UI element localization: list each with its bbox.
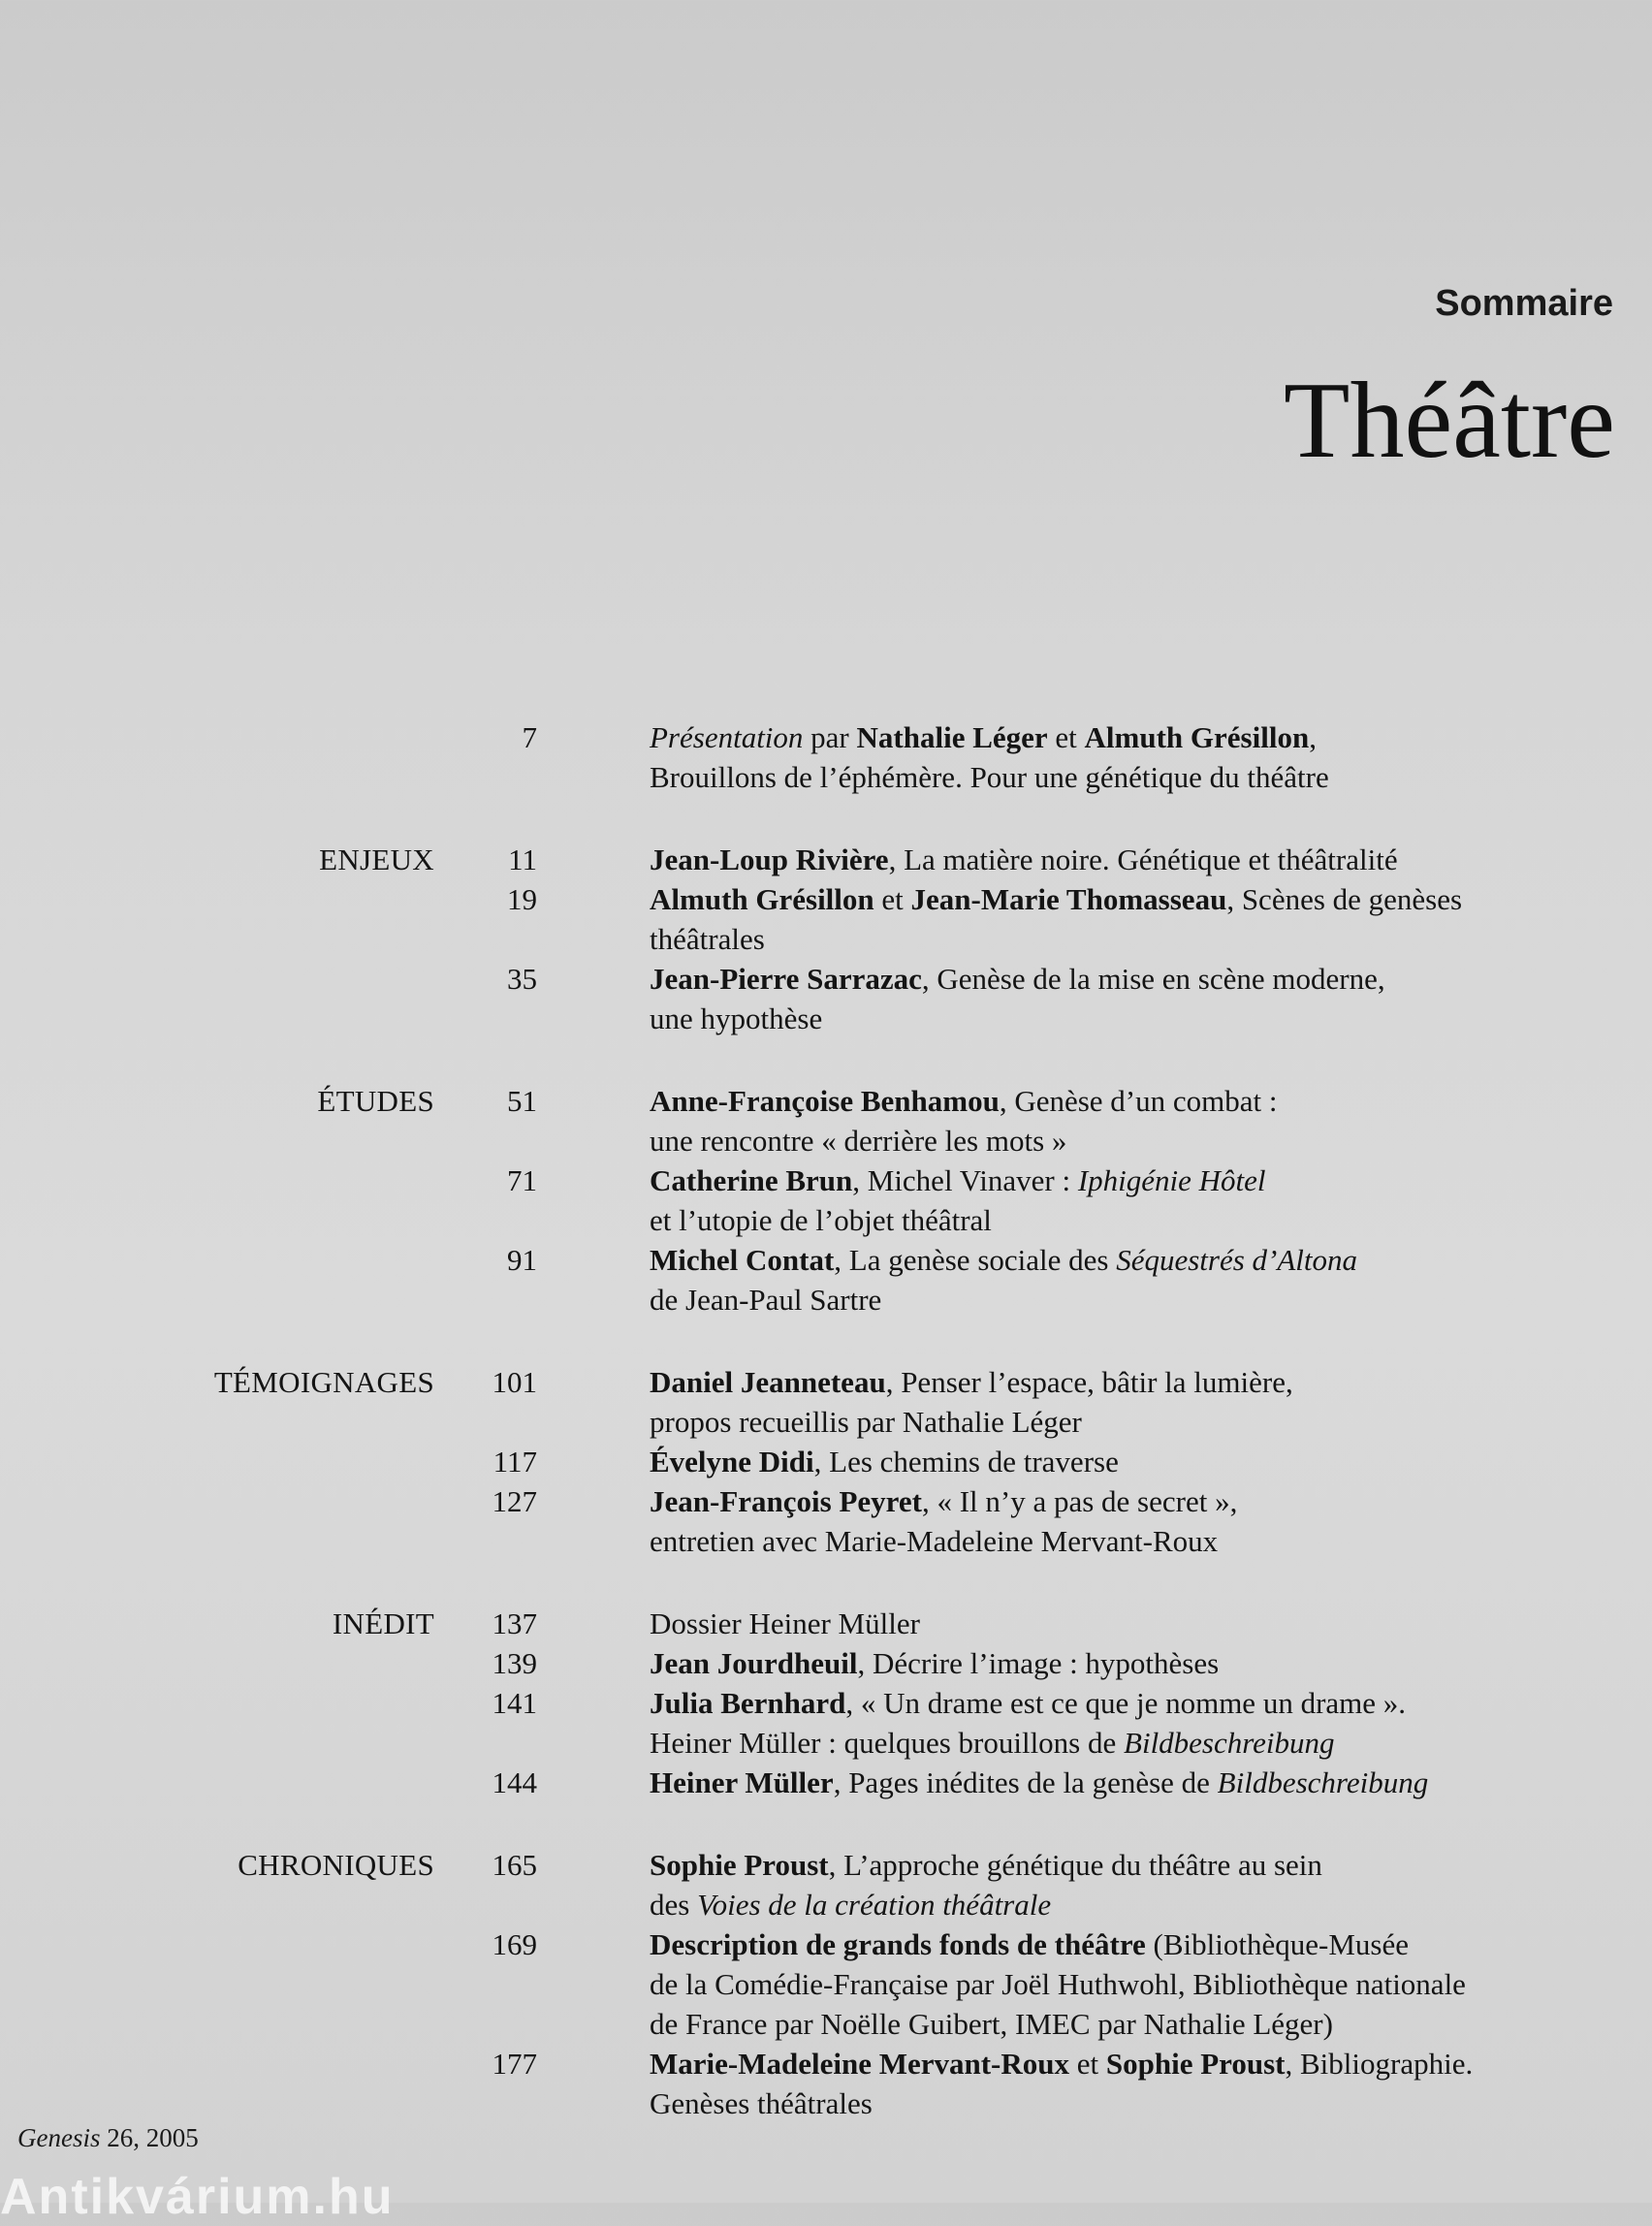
journal-footer [17, 2123, 199, 2153]
entry-line [650, 1604, 1619, 1643]
sommaire-label: Sommaire [1435, 283, 1613, 324]
section-label: ENJEUX [319, 843, 434, 876]
entry-line [650, 1683, 1619, 1723]
page-number: 91 [507, 1243, 537, 1277]
page-number: 7 [522, 720, 537, 754]
author-name: Heiner Müller [650, 1765, 834, 1799]
italic-title: Bildbeschreibung [1124, 1726, 1335, 1760]
toc-entry[interactable] [0, 879, 1652, 959]
page-number: 177 [492, 2047, 537, 2081]
toc-entry[interactable] [0, 1161, 1652, 1240]
entry-segment: Heiner Müller : quelques brouillons de [650, 1726, 1125, 1760]
entry-segment: de la Comédie-Française par Joël Huthwohl, Bibliothèque nationale [650, 1967, 1466, 2001]
entry-text [650, 959, 1619, 1038]
toc-entry[interactable] [0, 1924, 1652, 2044]
table-of-contents [0, 675, 1652, 2123]
toc-entry[interactable] [0, 1081, 1652, 1161]
page-number: 141 [492, 1686, 537, 1720]
toc-entry[interactable] [0, 959, 1652, 1038]
entry-segment: , La genèse sociale des [834, 1243, 1117, 1277]
page-number: 35 [507, 962, 537, 996]
section-label: INÉDIT [332, 1606, 434, 1640]
author-name: Jean-Loup Rivière [650, 843, 889, 876]
entry-segment: , « Il n’y a pas de secret », [921, 1484, 1238, 1518]
toc-entry[interactable] [0, 1481, 1652, 1561]
author-name: Almuth Grésillon [650, 882, 874, 916]
toc-section [0, 1604, 1652, 1802]
entry-text [650, 1481, 1619, 1561]
entry-line [650, 1643, 1619, 1683]
entry-segment: de Jean-Paul Sartre [650, 1283, 882, 1317]
entry-line [650, 2083, 1619, 2123]
page-number: 117 [492, 1445, 537, 1479]
entry-segment: et l’utopie de l’objet théâtral [650, 1203, 992, 1237]
italic-title: Iphigénie Hôtel [1077, 1163, 1266, 1197]
italic-title: Bildbeschreibung [1217, 1765, 1429, 1799]
author-name: Sophie Proust [1105, 2047, 1286, 2081]
entry-segment: entretien avec Marie-Madeleine Mervant-Roux [650, 1524, 1219, 1558]
author-name: Sophie Proust [650, 1848, 829, 1882]
entry-segment: (Bibliothèque-Musée [1145, 1927, 1409, 1961]
page-number: 165 [492, 1848, 537, 1882]
author-name: Jean-François Peyret [650, 1484, 922, 1518]
entry-line [650, 999, 1619, 1038]
entry-line [650, 1402, 1619, 1442]
toc-entry[interactable] [0, 1362, 1652, 1442]
toc-section [0, 717, 1652, 797]
entry-line [650, 1845, 1619, 1885]
entry-text [650, 1362, 1619, 1442]
entry-line [650, 1481, 1619, 1521]
entry-segment: , L’approche génétique du théâtre au sein [828, 1848, 1322, 1882]
italic-title: Présentation [650, 720, 804, 754]
entry-segment: , Penser l’espace, bâtir la lumière, [885, 1365, 1293, 1399]
entry-line [650, 1723, 1619, 1763]
author-name: Daniel Jeanneteau [650, 1365, 886, 1399]
entry-line [650, 1763, 1619, 1802]
page-number: 51 [507, 1084, 537, 1118]
entry-segment: et [874, 882, 911, 916]
entry-text [650, 2044, 1619, 2123]
toc-entry[interactable] [0, 1442, 1652, 1481]
entry-line [650, 1362, 1619, 1402]
entry-line [650, 840, 1619, 879]
author-name: Jean-Pierre Sarrazac [650, 962, 922, 996]
entry-line [650, 1924, 1619, 1964]
author-name: Description de grands fonds de théâtre [650, 1927, 1146, 1961]
entry-line [650, 1161, 1619, 1200]
entry-line [650, 1240, 1619, 1280]
page-number: 127 [492, 1484, 537, 1518]
toc-section [0, 1362, 1652, 1561]
toc-section [0, 1081, 1652, 1320]
page-number: 101 [492, 1365, 537, 1399]
entry-line [650, 1081, 1619, 1121]
page-number: 11 [508, 843, 537, 876]
entry-segment: , La matière noire. Génétique et théâtralité [888, 843, 1398, 876]
page-number: 71 [507, 1163, 537, 1197]
author-name: Julia Bernhard [650, 1686, 846, 1720]
page-number: 137 [492, 1606, 537, 1640]
author-name: Jean-Marie Thomasseau [910, 882, 1227, 916]
entry-segment: Brouillons de l’éphémère. Pour une génétique du théâtre [650, 760, 1329, 794]
author-name: Nathalie Léger [856, 720, 1048, 754]
author-name: Almuth Grésillon [1084, 720, 1310, 754]
entry-segment: , Genèse d’un combat : [999, 1084, 1278, 1118]
author-name: Évelyne Didi [650, 1445, 814, 1479]
entry-segment: , Michel Vinaver : [852, 1163, 1078, 1197]
journal-name: Genesis [17, 2123, 101, 2152]
entry-segment: théâtrales [650, 922, 765, 956]
entry-line [650, 1964, 1619, 2004]
italic-title: Voies de la création théâtrale [697, 1888, 1052, 1922]
entry-line [650, 959, 1619, 999]
entry-segment: , Bibliographie. [1285, 2047, 1474, 2081]
entry-text [650, 879, 1619, 959]
author-name: Michel Contat [650, 1243, 835, 1277]
entry-text [650, 1924, 1619, 2044]
entry-segment: Genèses théâtrales [650, 2086, 873, 2120]
entry-text [650, 1763, 1619, 1802]
entry-line [650, 1442, 1619, 1481]
entry-line [650, 879, 1619, 919]
entry-text [650, 1604, 1619, 1643]
entry-text [650, 1081, 1619, 1161]
toc-entry[interactable] [0, 1683, 1652, 1763]
entry-text [650, 840, 1619, 879]
entry-segment: , Genèse de la mise en scène moderne, [921, 962, 1385, 996]
entry-line [650, 1521, 1619, 1561]
entry-text [650, 717, 1619, 797]
entry-segment: propos recueillis par Nathalie Léger [650, 1405, 1082, 1439]
entry-text [650, 1683, 1619, 1763]
entry-segment: et [1047, 720, 1085, 754]
page-number: 169 [492, 1927, 537, 1961]
entry-segment: , Scènes de genèses [1226, 882, 1463, 916]
entry-segment: , Décrire l’image : hypothèses [857, 1646, 1220, 1680]
toc-entry[interactable] [0, 1845, 1652, 1924]
section-label: CHRONIQUES [238, 1848, 434, 1882]
entry-segment: une rencontre « derrière les mots » [650, 1124, 1067, 1158]
entry-line [650, 717, 1619, 757]
entry-text [650, 1643, 1619, 1683]
entry-segment: de France par Noëlle Guibert, IMEC par Nathalie Léger) [650, 2007, 1333, 2041]
entry-segment: , Les chemins de traverse [813, 1445, 1119, 1479]
entry-segment: , [1309, 720, 1317, 754]
author-name: Jean Jourdheuil [650, 1646, 858, 1680]
entry-segment: une hypothèse [650, 1002, 823, 1035]
entry-segment: et [1069, 2047, 1106, 2081]
entry-text [650, 1442, 1619, 1481]
entry-segment: , Pages inédites de la genèse de [833, 1765, 1218, 1799]
entry-segment: des [650, 1888, 698, 1922]
entry-line [650, 1885, 1619, 1924]
toc-entry[interactable] [0, 1604, 1652, 1643]
entry-segment: , « Un drame est ce que je nomme un drame ». [845, 1686, 1407, 1720]
entry-segment: par [803, 720, 857, 754]
entry-line [650, 2004, 1619, 2044]
author-name: Catherine Brun [650, 1163, 853, 1197]
entry-line [650, 757, 1619, 797]
entry-line [650, 2044, 1619, 2083]
toc-entry[interactable] [0, 1643, 1652, 1683]
page-number: 139 [492, 1646, 537, 1680]
toc-entry[interactable] [0, 840, 1652, 879]
watermark: Antikvárium.hu [0, 2169, 395, 2225]
toc-entry[interactable] [0, 2044, 1652, 2123]
toc-entry[interactable] [0, 717, 1652, 797]
author-name: Marie-Madeleine Mervant-Roux [650, 2047, 1070, 2081]
page-title: Théâtre [1284, 361, 1615, 481]
toc-entry[interactable] [0, 1763, 1652, 1802]
entry-text [650, 1161, 1619, 1240]
toc-entry[interactable] [0, 1240, 1652, 1320]
section-label: ÉTUDES [317, 1084, 434, 1118]
entry-line [650, 1200, 1619, 1240]
page-number: 19 [507, 882, 537, 916]
page-number: 144 [492, 1765, 537, 1799]
journal-issue: 26, 2005 [100, 2123, 199, 2152]
entry-text [650, 1240, 1619, 1320]
entry-text [650, 1845, 1619, 1924]
author-name: Anne-Françoise Benhamou [650, 1084, 1000, 1118]
entry-line [650, 1121, 1619, 1161]
toc-section [0, 840, 1652, 1038]
entry-line [650, 1280, 1619, 1320]
entry-segment: Dossier Heiner Müller [650, 1606, 920, 1640]
section-label: TÉMOIGNAGES [213, 1365, 434, 1399]
toc-section [0, 1845, 1652, 2123]
entry-line [650, 919, 1619, 959]
italic-title: Séquestrés d’Altona [1116, 1243, 1358, 1277]
